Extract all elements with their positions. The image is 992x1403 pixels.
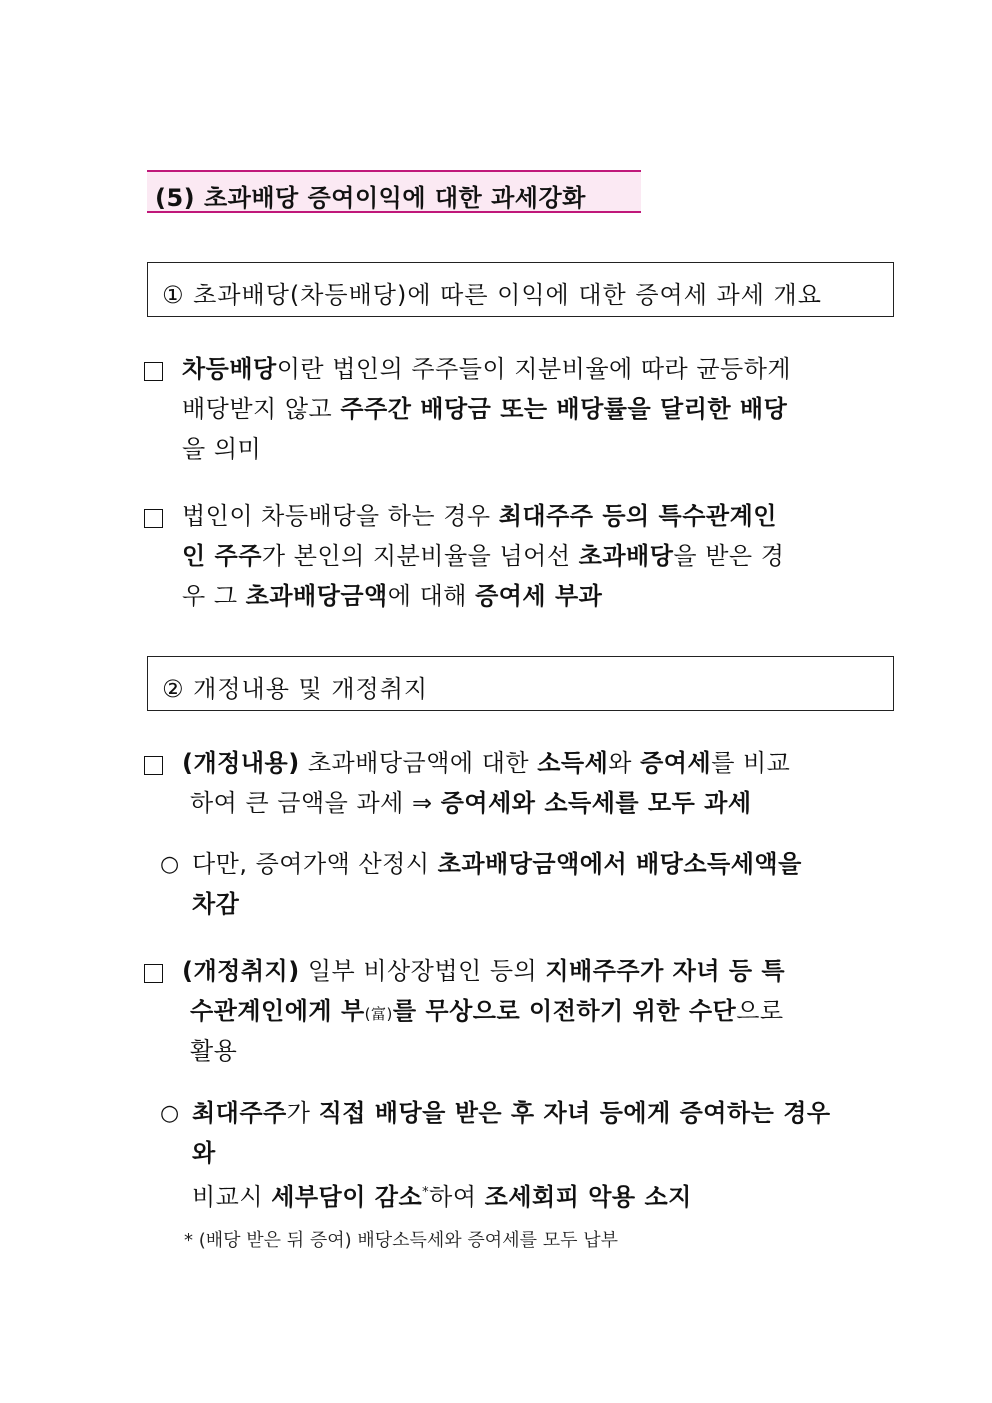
circle-bullet-icon: ○ [160, 852, 180, 877]
p1-line2: 배당받지 않고 주주간 배당금 또는 배당률을 달리한 배당 [182, 395, 788, 423]
section-title: (5) 초과배당 증여이익에 대한 과세강화 [155, 184, 586, 212]
p5-line3: 활용 [190, 1037, 238, 1065]
checkbox-icon [144, 964, 163, 983]
p2-line1: 법인이 차등배당을 하는 경우 최대주주 등의 특수관계인 [182, 502, 777, 530]
subsection-box-1 [147, 262, 894, 317]
p1-line3: 을 의미 [182, 435, 262, 463]
checkbox-icon [144, 362, 163, 381]
p2-line3: 우 그 초과배당금액에 대해 증여세 부과 [182, 582, 603, 610]
p5-line2: 수관계인에게 부(富)를 무상으로 이전하기 위한 수단으로 [190, 997, 784, 1025]
p5-line1: (개정취지) 일부 비상장법인 등의 지배주주가 자녀 등 특 [182, 957, 786, 985]
section-title-bar [147, 170, 641, 213]
p4-line2: 차감 [192, 890, 240, 918]
footnote: * (배당 받은 뒤 증여) 배당소득세와 증여세를 모두 납부 [184, 1230, 618, 1251]
p1-line1: 차등배당이란 법인의 주주들이 지분비율에 따라 균등하게 [182, 355, 792, 383]
subsection-title-1: ① 초과배당(차등배당)에 따른 이익에 대한 증여세 과세 개요 [162, 281, 822, 309]
p6-line1: 최대주주가 직접 배당을 받은 후 자녀 등에게 증여하는 경우 [192, 1099, 831, 1127]
p4-line1: 다만, 증여가액 산정시 초과배당금액에서 배당소득세액을 [192, 850, 802, 878]
p3-line1: (개정내용) 초과배당금액에 대한 소득세와 증여세를 비교 [182, 749, 791, 777]
p6-line3: 비교시 세부담이 감소*하여 조세회피 악용 소지 [192, 1183, 692, 1211]
checkbox-icon [144, 509, 163, 528]
circle-bullet-icon: ○ [160, 1101, 180, 1126]
p6-line2: 와 [192, 1139, 216, 1167]
checkbox-icon [144, 756, 163, 775]
p2-line2: 인 주주가 본인의 지분비율을 넘어선 초과배당을 받은 경 [182, 542, 785, 570]
subsection-title-2: ② 개정내용 및 개정취지 [162, 675, 429, 703]
p3-line2: 하여 큰 금액을 과세 ⇒ 증여세와 소득세를 모두 과세 [190, 789, 752, 817]
subsection-box-2 [147, 656, 894, 711]
